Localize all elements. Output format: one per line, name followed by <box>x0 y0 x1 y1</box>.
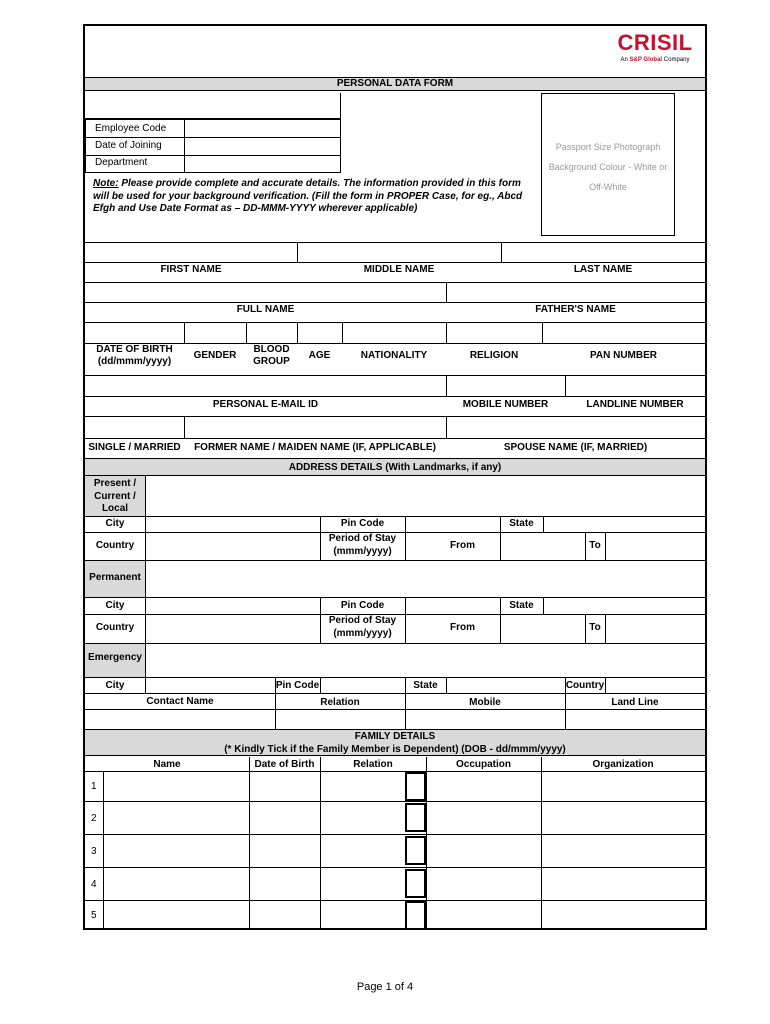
nationality-field[interactable] <box>343 323 445 342</box>
page-number: Page 1 of 4 <box>356 981 414 993</box>
permanent-address-field[interactable] <box>146 561 704 596</box>
present-from-field[interactable] <box>501 533 584 559</box>
email-field[interactable] <box>86 376 445 395</box>
present-state-label: State <box>509 518 534 529</box>
family-organization-header: Organization <box>592 759 654 770</box>
family-name-field[interactable] <box>104 901 248 927</box>
fathers-name-header: FATHER'S NAME <box>535 304 616 315</box>
dob-header: DATE OF BIRTH <box>96 344 173 355</box>
photo-box[interactable] <box>541 93 675 236</box>
department-label: Department <box>95 157 148 168</box>
former-name-header: FORMER NAME / MAIDEN NAME (IF, APPLICABLE) <box>194 442 436 453</box>
dependent-checkbox[interactable] <box>405 772 426 801</box>
family-name-field[interactable] <box>104 868 248 899</box>
nationality-header: NATIONALITY <box>360 350 428 361</box>
emergency-label: Emergency <box>88 652 142 663</box>
dependent-checkbox[interactable] <box>405 803 426 832</box>
full-name-header: FULL NAME <box>236 304 295 315</box>
marital-status-field[interactable] <box>86 417 183 437</box>
present-state-field[interactable] <box>544 517 704 531</box>
family-name-field[interactable] <box>104 772 248 800</box>
gender-header: GENDER <box>193 350 237 361</box>
religion-field[interactable] <box>447 323 541 342</box>
present-country-label: Country <box>95 540 135 551</box>
first-name-field[interactable] <box>86 243 296 261</box>
pan-number-header: PAN NUMBER <box>589 350 658 361</box>
relation-header: Relation <box>320 697 360 708</box>
present-pin-field[interactable] <box>406 517 499 531</box>
blood-group-field[interactable] <box>247 323 296 342</box>
emergency-address-field[interactable] <box>146 644 704 676</box>
photo-bg-label: Background Colour - White or <box>548 162 668 172</box>
family-relation-header: Relation <box>353 759 393 770</box>
emergency-state-field[interactable] <box>447 678 564 692</box>
date-of-joining-label: Date of Joining <box>95 140 162 151</box>
family-subtitle: (* Kindly Tick if the Family Member is Dependent) (DOB - dd/mmm/yyyy) <box>224 744 566 755</box>
present-country-field[interactable] <box>146 533 319 559</box>
age-header: AGE <box>308 350 331 361</box>
emergency-state-label: State <box>413 680 438 691</box>
present-period-format: (mmm/yyyy) <box>333 546 392 557</box>
photo-label: Passport Size Photograph <box>555 142 661 152</box>
present-address-field[interactable] <box>146 477 704 515</box>
logo-subtitle: An S&P Global Company <box>620 57 690 63</box>
permanent-country-label: Country <box>95 622 135 633</box>
employee-code-label: Employee Code <box>95 123 167 134</box>
instructions-note: Note: Please provide complete and accurate details. The information provided in this form will be used for your background verification. (Fill the form in PROPER Case, for eg., Abcd Efgh and Use Date Format as – DD-MMM-YYYY wherever applicable) <box>93 178 523 214</box>
present-city-label: City <box>105 518 125 529</box>
present-to-label: To <box>589 540 601 551</box>
emergency-pin-field[interactable] <box>321 678 404 692</box>
family-occupation-header: Occupation <box>455 759 511 770</box>
family-dob-header: Date of Birth <box>254 759 315 770</box>
permanent-pin-field[interactable] <box>406 598 499 613</box>
address-title: ADDRESS DETAILS (With Landmarks, if any) <box>288 462 502 473</box>
relation-field[interactable] <box>276 710 404 728</box>
dob-field[interactable] <box>86 323 183 342</box>
dependent-checkbox[interactable] <box>405 836 426 865</box>
mobile-number-field[interactable] <box>447 376 564 395</box>
emergency-mobile-field[interactable] <box>406 710 564 728</box>
permanent-to-label: To <box>589 622 601 633</box>
last-name-header: LAST NAME <box>573 264 633 275</box>
emergency-country-field[interactable] <box>606 678 704 692</box>
last-name-field[interactable] <box>502 243 704 261</box>
spouse-name-header: SPOUSE NAME (IF, MARRIED) <box>503 442 648 453</box>
pan-number-field[interactable] <box>543 323 704 342</box>
landline-number-header: LANDLINE NUMBER <box>586 399 684 410</box>
permanent-city-label: City <box>105 600 125 611</box>
family-row-number: 4 <box>91 879 97 890</box>
emergency-landline-field[interactable] <box>566 710 704 728</box>
family-row-number: 3 <box>91 846 97 857</box>
dob-format-header: (dd/mmm/yyyy) <box>97 356 172 367</box>
present-label-3: Local <box>101 503 129 514</box>
permanent-city-field[interactable] <box>146 598 319 613</box>
family-name-field[interactable] <box>104 802 248 833</box>
present-city-field[interactable] <box>146 517 319 531</box>
spouse-name-field[interactable] <box>447 417 704 437</box>
blood-group-header-2: GROUP <box>253 356 290 367</box>
emergency-landline-header: Land Line <box>611 697 659 708</box>
emergency-city-field[interactable] <box>146 678 274 692</box>
permanent-state-label: State <box>509 600 534 611</box>
marital-status-header: SINGLE / MARRIED <box>88 442 181 453</box>
department-field[interactable] <box>185 156 340 172</box>
family-row-number: 5 <box>91 910 97 921</box>
permanent-to-field[interactable] <box>606 615 704 642</box>
middle-name-field[interactable] <box>298 243 500 261</box>
date-of-joining-field[interactable] <box>185 138 340 154</box>
family-title: FAMILY DETAILS <box>354 731 436 742</box>
logo-name: CRISIL <box>617 30 693 55</box>
fathers-name-field[interactable] <box>447 283 704 301</box>
form-title: PERSONAL DATA FORM <box>336 78 454 89</box>
emergency-country-label: Country <box>565 680 605 691</box>
gender-field[interactable] <box>185 323 245 342</box>
permanent-from-label: From <box>450 622 475 633</box>
family-row-number: 2 <box>91 813 97 824</box>
permanent-state-field[interactable] <box>544 598 704 613</box>
employee-code-field[interactable] <box>185 120 340 136</box>
permanent-from-field[interactable] <box>501 615 584 642</box>
age-field[interactable] <box>298 323 341 342</box>
full-name-field[interactable] <box>86 283 445 301</box>
present-to-field[interactable] <box>606 533 704 559</box>
present-pin-label: Pin Code <box>340 518 385 529</box>
hr-title-box <box>85 93 341 119</box>
family-row-number: 1 <box>91 781 97 792</box>
dependent-checkbox[interactable] <box>405 901 426 930</box>
present-label: Present / <box>93 478 137 489</box>
middle-name-header: MIDDLE NAME <box>363 264 435 275</box>
emergency-pin-label: Pin Code <box>275 680 320 691</box>
contact-name-header: Contact Name <box>146 696 214 707</box>
family-name-header: Name <box>153 759 181 770</box>
photo-bg-label-2: Off-White <box>589 182 627 192</box>
landline-number-field[interactable] <box>566 376 704 395</box>
mobile-number-header: MOBILE NUMBER <box>462 399 549 410</box>
permanent-country-field[interactable] <box>146 615 319 642</box>
emergency-mobile-header: Mobile <box>469 697 501 708</box>
emergency-city-label: City <box>105 680 125 691</box>
dependent-checkbox[interactable] <box>405 869 426 898</box>
email-header: PERSONAL E-MAIL ID <box>212 399 319 410</box>
former-name-field[interactable] <box>185 417 445 437</box>
permanent-period-format: (mmm/yyyy) <box>333 628 392 639</box>
permanent-label: Permanent <box>89 572 141 583</box>
family-name-field[interactable] <box>104 835 248 866</box>
first-name-header: FIRST NAME <box>160 264 222 275</box>
present-label-2: Current / <box>94 491 136 502</box>
religion-header: RELIGION <box>469 350 519 361</box>
permanent-pin-label: Pin Code <box>340 600 385 611</box>
contact-name-field[interactable] <box>86 710 274 728</box>
permanent-period-label: Period of Stay <box>328 615 397 626</box>
present-from-label: From <box>450 540 475 551</box>
blood-group-header: BLOOD <box>253 344 290 355</box>
present-period-label: Period of Stay <box>328 533 397 544</box>
